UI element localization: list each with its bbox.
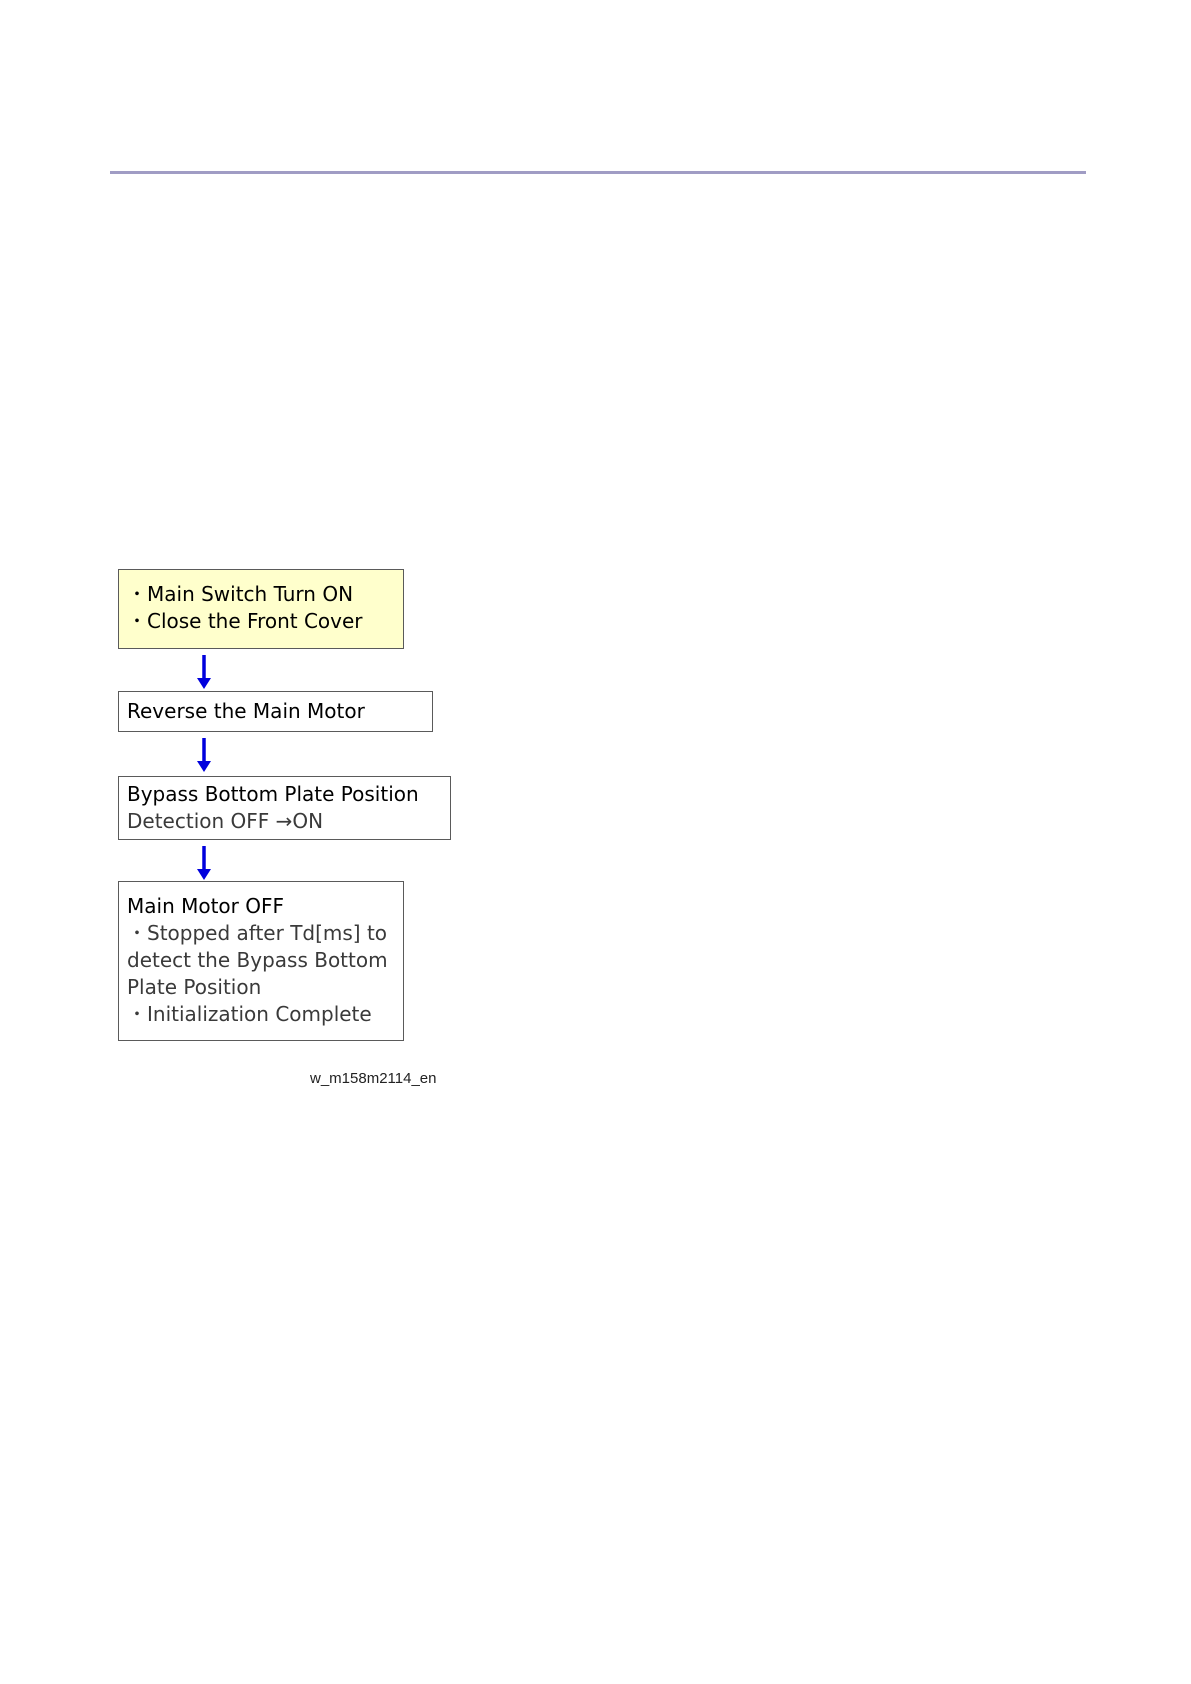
step-line: ・Stopped after Td[ms] to	[127, 921, 388, 945]
step-line: Bypass Bottom Plate Position	[127, 782, 419, 806]
down-arrow-icon	[194, 736, 214, 776]
flow-step-reverse-motor	[118, 691, 433, 732]
step-line: Detection OFF →ON	[127, 809, 324, 833]
flow-step-bypass-detection	[118, 776, 451, 840]
flow-step-motor-off	[118, 881, 404, 1041]
step-line: Main Motor OFF	[127, 894, 285, 918]
step-line: detect the Bypass Bottom	[127, 948, 388, 972]
step-line: ・Initialization Complete	[127, 1002, 372, 1026]
down-arrow-icon	[194, 844, 214, 884]
step-line: ・Close the Front Cover	[127, 609, 363, 633]
down-arrow-icon	[194, 653, 214, 693]
step-line: Plate Position	[127, 975, 262, 999]
header-rule	[110, 171, 1086, 174]
step-line: Reverse the Main Motor	[127, 699, 365, 723]
figure-id: w_m158m2114_en	[310, 1070, 437, 1087]
flow-step-power-on	[118, 569, 404, 649]
step-line: ・Main Switch Turn ON	[127, 582, 354, 606]
